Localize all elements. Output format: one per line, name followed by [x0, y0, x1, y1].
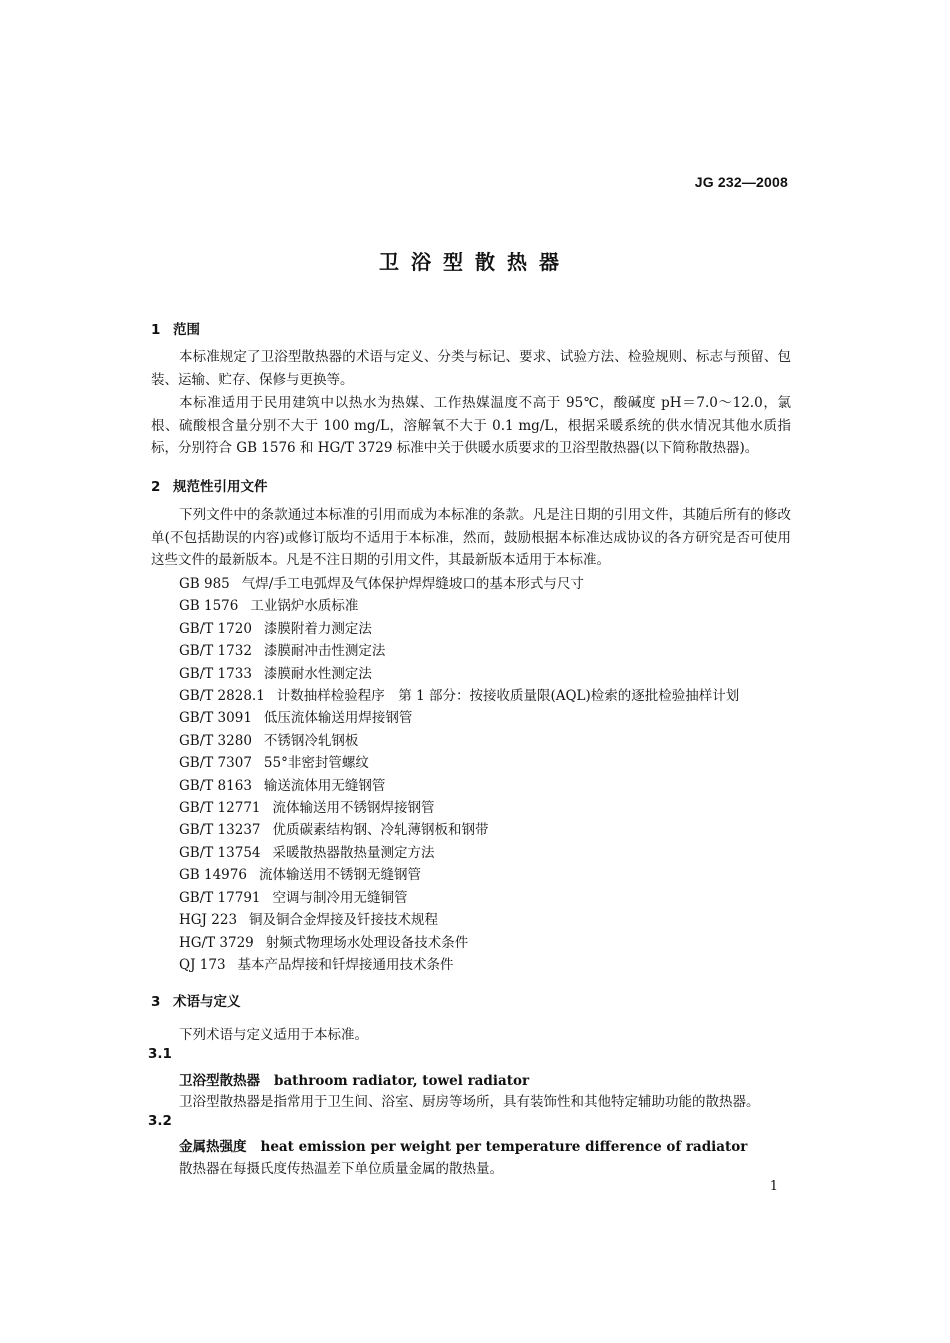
list-item	[179, 618, 739, 640]
list-item	[179, 819, 739, 841]
list-item	[179, 707, 739, 729]
term-definition: 卫浴型散热器是指常用于卫生间、浴室、厨房等场所，具有装饰性和其他特定辅助功能的散热器。	[179, 1094, 760, 1110]
ref-title: 空调与制冷用无缝铜管	[272, 889, 408, 906]
term-entry	[179, 1135, 747, 1155]
ref-title: 流体输送用不锈钢焊接钢管	[272, 800, 435, 817]
ref-title: 低压流体输送用焊接钢管	[263, 710, 413, 727]
term-english: heat emission per weight per temperature difference of radiator	[260, 1139, 748, 1155]
list-item	[179, 685, 739, 707]
normative-refs-intro: 下列文件中的条款通过本标准的引用而成为本标准的条款。凡是注日期的引用文件，其随后所有的修改单(不包括勘误的内容)或修订版均不适用于本标准，然而，鼓励根据本标准达成协议的各方研究是否可使用这些文件的最新版本。凡是不注日期的引用文件，其最新版本适用于本标准。	[151, 507, 791, 568]
list-item	[179, 909, 739, 931]
ref-code: GB 14976	[179, 867, 247, 884]
section-heading-normative-refs	[151, 475, 268, 495]
list-item	[179, 887, 739, 909]
section-number: 3	[151, 994, 161, 1010]
ref-code: GB/T 7307	[179, 755, 252, 772]
terms-intro: 下列术语与定义适用于本标准。	[179, 1027, 368, 1043]
ref-code: GB/T 3280	[179, 732, 252, 749]
ref-code: GB/T 13237	[179, 822, 261, 839]
scope-paragraph-1: 本标准规定了卫浴型散热器的术语与定义、分类与标记、要求、试验方法、检验规则、标志与预留、包装、运输、贮存、保修与更换等。	[151, 349, 791, 388]
section-title: 范围	[173, 322, 200, 338]
clause-number: 3.1	[148, 1046, 172, 1062]
list-item	[179, 573, 739, 595]
ref-code: GB/T 13754	[179, 844, 261, 861]
ref-code: GB/T 1732	[179, 643, 252, 660]
list-item	[179, 864, 739, 886]
list-item	[179, 752, 739, 774]
ref-code: HG/T 3729	[179, 934, 254, 951]
section-number: 1	[151, 322, 161, 338]
list-item	[179, 842, 739, 864]
section-title: 规范性引用文件	[173, 479, 268, 495]
ref-code: GB/T 12771	[179, 800, 261, 817]
ref-code: GB/T 2828.1	[179, 688, 265, 705]
ref-code: GB/T 1733	[179, 665, 252, 682]
ref-code: GB 985	[179, 576, 230, 592]
ref-title: 铜及铜合金焊接及钎接技术规程	[249, 912, 439, 929]
normative-reference-list	[179, 573, 739, 976]
section-number: 2	[151, 479, 161, 495]
list-item	[179, 730, 739, 752]
document-title: 卫浴型散热器	[379, 250, 571, 274]
list-item	[179, 954, 739, 976]
list-item	[179, 775, 739, 797]
ref-title: 基本产品焊接和钎焊接通用技术条件	[237, 956, 454, 973]
clause-number: 3.2	[148, 1113, 172, 1129]
ref-code: GB/T 1720	[179, 620, 252, 637]
list-item	[179, 663, 739, 685]
list-item	[179, 595, 739, 617]
section-heading-terms	[151, 990, 241, 1010]
page-number: 1	[769, 1179, 778, 1194]
ref-title: 工业锅炉水质标准	[250, 598, 359, 615]
standard-number: JG 232—2008	[694, 174, 788, 190]
ref-title: 漆膜附着力测定法	[263, 620, 372, 637]
list-item	[179, 932, 739, 954]
ref-title: 优质碳素结构钢、冷轧薄钢板和钢带	[272, 822, 489, 839]
term-entry	[179, 1069, 529, 1089]
ref-title: 漆膜耐水性测定法	[263, 665, 372, 682]
term-chinese: 金属热强度	[179, 1139, 247, 1155]
ref-code: GB/T 8163	[179, 777, 252, 794]
ref-code: HGJ 223	[179, 912, 238, 929]
ref-title: 不锈钢冷轧钢板	[263, 732, 359, 749]
term-chinese: 卫浴型散热器	[179, 1073, 260, 1089]
ref-code: GB 1576	[179, 598, 239, 615]
ref-code: QJ 173	[179, 956, 226, 973]
ref-title: 采暖散热器散热量测定方法	[272, 844, 435, 861]
ref-title: 流体输送用不锈钢无缝钢管	[258, 867, 421, 884]
section-title: 术语与定义	[173, 994, 241, 1010]
ref-title: 气焊/手工电弧焊及气体保护焊焊缝坡口的基本形式与尺寸	[241, 576, 584, 592]
ref-title: 射频式物理场水处理设备技术条件	[265, 934, 469, 951]
list-item	[179, 797, 739, 819]
ref-title: 输送流体用无缝钢管	[263, 777, 386, 794]
term-definition: 散热器在每摄氏度传热温差下单位质量金属的散热量。	[179, 1161, 503, 1177]
ref-title: 漆膜耐冲击性测定法	[263, 643, 386, 660]
list-item	[179, 640, 739, 662]
ref-title: 计数抽样检验程序 第 1 部分：按接收质量限(AQL)检索的逐批检验抽样计划	[276, 688, 740, 705]
scope-paragraph-2: 本标准适用于民用建筑中以热水为热媒、工作热媒温度不高于 95℃，酸碱度 pH＝7.0～12.0，氯根、硫酸根含量分别不大于 100 mg/L，溶解氧不大于 0.1 mg/L，根据采暖系统的供水情况其他水质指标，分别符合 GB 1576 和 HG/T 3729 标准中关于供暖水质要求的卫浴型散热器(以下简称散热器)。	[151, 395, 791, 456]
ref-code: GB/T 17791	[179, 889, 261, 906]
section-heading-scope	[151, 318, 200, 338]
ref-title: 55°非密封管螺纹	[263, 755, 369, 772]
ref-code: GB/T 3091	[179, 710, 252, 727]
term-english: bathroom radiator, towel radiator	[274, 1073, 530, 1089]
